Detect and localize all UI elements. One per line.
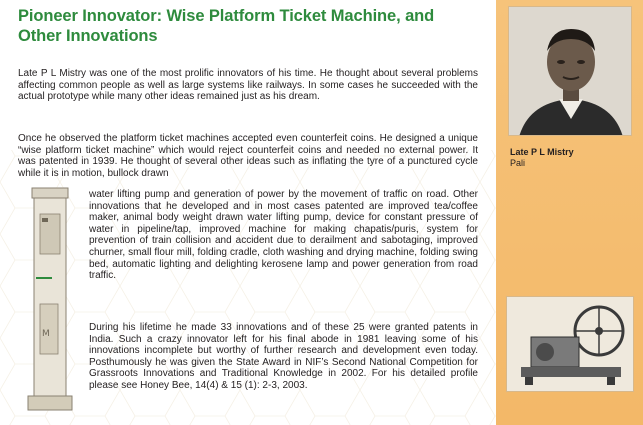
article-title-line2: Other Innovations [18, 27, 158, 45]
portrait-caption [510, 147, 630, 169]
sidebar-panel [496, 0, 643, 425]
machine-photo [506, 296, 634, 392]
portrait-photo [508, 6, 632, 136]
article-header [18, 6, 478, 46]
paragraph-legacy: During his lifetime he made 33 innovations and of these 25 were granted patents in India. Such a crazy innovator left for his final abode in 1981 leaving some of his innovations incomplete but worthy of further research and development even today. Posthumously he was given the State Award in NIF’s Second National Competition for Grassroots Innovations and Traditional Knowledge in 2002. For his detailed profile please see Honey Bee, 14(4) & 15 (1): 2-3, 2003. [89, 322, 478, 391]
paragraph-innovations-list: water lifting pump and generation of power by the movement of traffic on road. Other innovations that he developed and in most cases patented are improved tea/coffee maker, animal body weight drawn water lifting pump, device for constant pressure of water in pipeline/tap, improved machine for making chapatis/puris, system for prevention of train collision and accident due to derailment and sabotaging, improved churner, small flour mill, folding cradle, cloth washing and drying machine, folding swing bed, automatic lighting and delighting kerosene lamp and power generation from road traffic. [89, 189, 478, 282]
caption-name: Late P L Mistry [510, 147, 574, 157]
paragraph-intro: Late P L Mistry was one of the most prolific innovators of his time. He thought about several problems affecting common people as well as large systems like railways. In some cases he succeeded with the actual prototype while many other ideas remained just as his dream. [18, 68, 478, 103]
article-title-line1: Pioneer Innovator: Wise Platform Ticket Machine, and [18, 7, 435, 25]
paragraph-ticket-machine: Once he observed the platform ticket machines accepted even counterfeit coins. He designed a unique “wise platform ticket machine” which would reject counterfeit coins and needed no external power. It was patented in 1939. He thought of several other ideas such as inflating the tyre of a punctured cycle while it is in motion, bullock drawn [18, 133, 478, 179]
article-title [18, 6, 478, 46]
caption-place: Pali [510, 158, 526, 168]
svg-text:M: M [42, 329, 50, 339]
ticket-machine-illustration [22, 184, 80, 416]
